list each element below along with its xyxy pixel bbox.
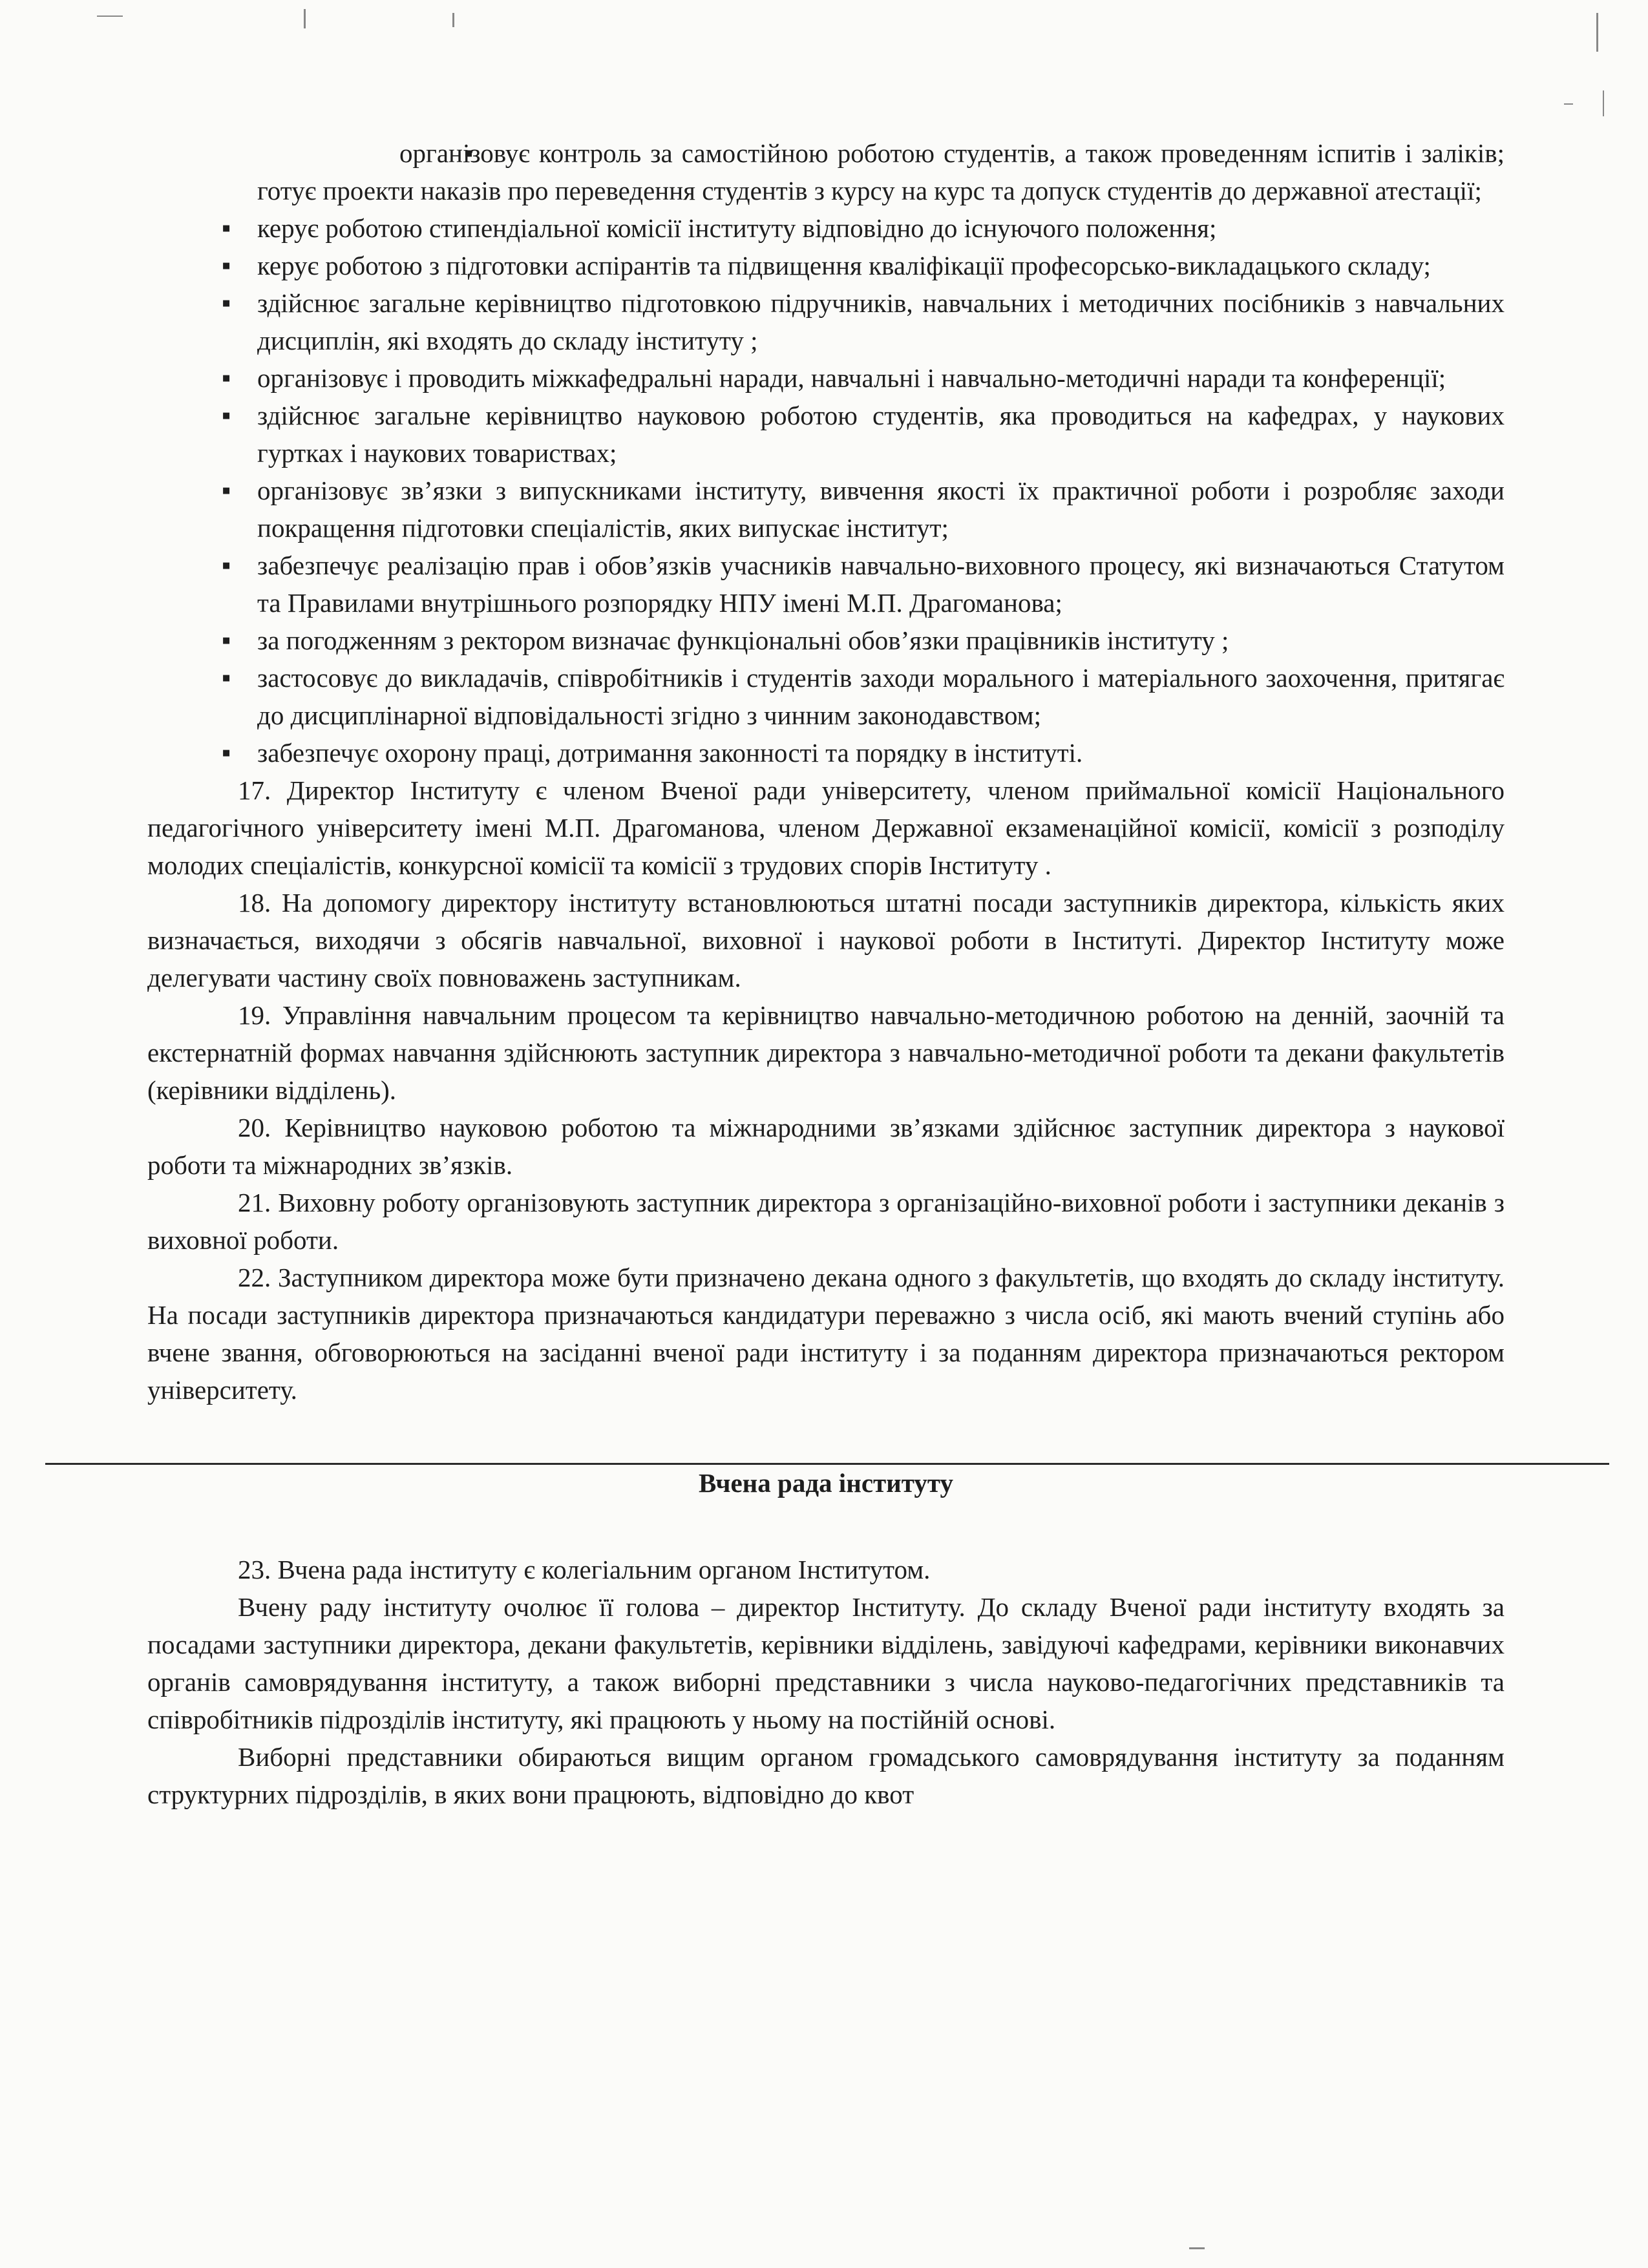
paragraph-23: 23. Вчена рада інституту є колегіальним органом Інститутом. xyxy=(238,1555,931,1584)
paragraph-council-composition: Вчену раду інституту очолює її голова – директор Інституту. До складу Вченої ради інституту входять за посадами заступники директора, декани факультетів, керівники відділень, завідуючі кафедрами, керівники виконавчих органів самоврядування інституту, а також виборні представники з числа науково-педагогічних представників та співробітників підрозділів інституту, які працюють у ньому на постійній основі. xyxy=(147,1592,1505,1734)
list-item: ▪ здійснює загальне керівництво науковою роботою студентів, яка проводиться на кафедрах, у наукових гуртках і наукових товариствах; xyxy=(147,397,1505,472)
list-item: ▪ організовує і проводить міжкафедральні наради, навчальні і навчально-методичні наради та конференції; xyxy=(147,359,1505,397)
director-duties-list xyxy=(147,134,1505,772)
list-item: ▪ за погодженням з ректором визначає функціональні обов’язки працівників інституту ; xyxy=(147,622,1505,659)
list-item: ▪ здійснює загальне керівництво підготовкою підручників, навчальних і методичних посібників з навчальних дисциплін, які входять до складу інституту ; xyxy=(147,284,1505,359)
document-page xyxy=(147,134,1505,1813)
paragraph-19: 19. Управління навчальним процесом та керівництво навчально-методичною роботою на денній, заочній та екстернатній формах навчання здійснюють заступник директора з навчально-методичної роботи та декани факультетів (керівники відділень). xyxy=(147,1000,1505,1105)
list-item: ▪ організовує зв’язки з випускниками інституту, вивчення якості їх практичної роботи і розробляє заходи покращення підготовки спеціалістів, яких випускає інститут; xyxy=(147,472,1505,547)
list-item: ▪ керує роботою з підготовки аспірантів та підвищення кваліфікації професорсько-викладацького складу; xyxy=(147,247,1505,284)
paragraph-22: 22. Заступником директора може бути призначено декана одного з факультетів, що входять до складу інституту. На посади заступників директора призначаються кандидатури переважно з числа осіб, які мають вчений ступінь або вчене звання, обговорюються на засіданні вченої ради інституту і за поданням директора призначаються ректором університету. xyxy=(147,1263,1505,1405)
paragraph-21: 21. Виховну роботу організовують заступник директора з організаційно-виховної роботи і заступники деканів з виховної роботи. xyxy=(147,1188,1505,1255)
paragraph-18: 18. На допомогу директору інституту встановлюються штатні посади заступників директора, кількість яких визначається, виходячи з обсягів навчальної, виховної і наукової роботи в Інституті. Директор Інституту може делегувати частину своїх повноважень заступникам. xyxy=(147,888,1505,992)
paragraph-elected-members: Виборні представники обираються вищим органом громадського самоврядування інституту за поданням структурних підрозділів, в яких вони працюють, відповідно до квот xyxy=(147,1742,1505,1809)
paragraph-17: 17. Директор Інституту є членом Вченої ради університету, членом приймальної комісії Національного педагогічного університету імені М.П. Драгоманова, членом Державної екзаменаційної комісії, комісії з розподілу молодих спеціалістів, конкурсної комісії та комісії з трудових спорів Інституту . xyxy=(147,775,1505,880)
list-item: ▪ організовує контроль за самостійною роботою студентів, а також проведенням іспитів і заліків; готує проекти наказів про переведення студентів з курсу на курс та допуск студентів до державної атестації; xyxy=(147,134,1505,209)
paragraph-20: 20. Керівництво науковою роботою та міжнародними зв’язками здійснює заступник директора з наукової роботи та міжнародних зв’язків. xyxy=(147,1113,1505,1180)
list-item: ▪ застосовує до викладачів, співробітників і студентів заходи морального і матеріального заохочення, притягає до дисциплінарної відповідальності згідно з чинним законодавством; xyxy=(147,659,1505,734)
list-item: ▪ керує роботою стипендіальної комісії інституту відповідно до існуючого положення; xyxy=(147,209,1505,247)
section-heading: Вчена рада інституту xyxy=(699,1468,953,1498)
list-item: ▪ забезпечує охорону праці, дотримання законності та порядку в інституті. xyxy=(147,734,1505,772)
list-item: ▪ забезпечує реалізацію прав і обов’язків учасників навчально-виховного процесу, які визначаються Статутом та Правилами внутрішнього розпорядку НПУ імені М.П. Драгоманова; xyxy=(147,547,1505,622)
